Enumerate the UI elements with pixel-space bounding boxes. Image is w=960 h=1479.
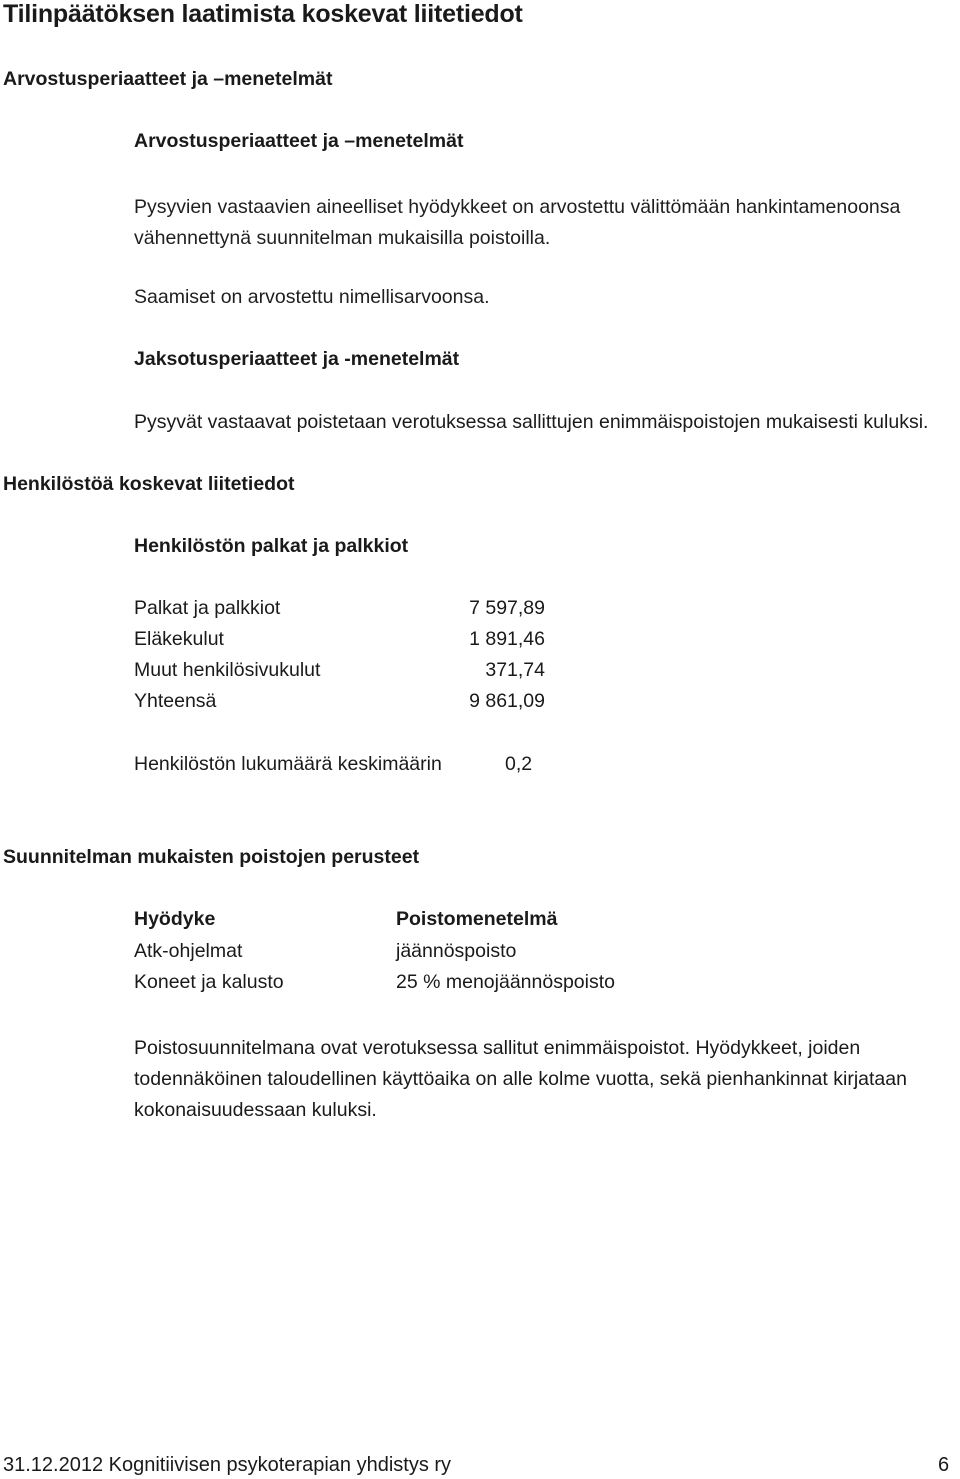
section-heading-valuation: Arvostusperiaatteet ja –menetelmät	[3, 68, 333, 90]
pension-row-label: Eläkekulut	[134, 628, 224, 650]
paragraph-depreciation: Pysyvät vastaavat poistetaan verotuksessa sallittujen enimmäispoistojen mukaisesti kuluksi.	[134, 411, 929, 433]
pension-row-value: 1 891,46	[469, 628, 545, 650]
footer-left: 31.12.2012 Kognitiivisen psykoterapian yhdistys ry	[3, 1454, 452, 1476]
table-header-method: Poistomenetelmä	[396, 908, 558, 930]
subheading-valuation: Arvostusperiaatteet ja –menetelmät	[134, 130, 464, 152]
method-row-machinery: 25 % menojäännöspoisto	[396, 971, 615, 993]
total-row-value: 9 861,09	[469, 690, 545, 712]
asset-row-software: Atk-ohjelmat	[134, 940, 243, 962]
document-title: Tilinpäätöksen laatimista koskevat liitetiedot	[3, 0, 523, 28]
subheading-accruals: Jaksotusperiaatteet ja -menetelmät	[134, 348, 460, 370]
salary-row-label: Palkat ja palkkiot	[134, 597, 281, 619]
section-heading-depreciation-basis: Suunnitelman mukaisten poistojen perusteet	[3, 846, 420, 868]
paragraph-depreciation-plan: Poistosuunnitelmana ovat verotuksessa sallitut enimmäispoistot. Hyödykkeet, joiden todennäköinen taloudellinen käyttöaika on alle kolme vuotta, sekä pienhankinnat kirjataan kokonaisuudessaan kuluksi.	[134, 1037, 907, 1121]
paragraph-receivables: Saamiset on arvostettu nimellisarvoonsa.	[134, 286, 490, 308]
paragraph-fixed-assets: Pysyvien vastaavien aineelliset hyödykkeet on arvostettu välittömään hankintamenoonsa vähennettynä suunnitelman mukaisilla poistoilla.	[134, 196, 901, 249]
method-row-software: jäännöspoisto	[396, 940, 517, 962]
subheading-salaries: Henkilöstön palkat ja palkkiot	[134, 535, 409, 557]
headcount-label: Henkilöstön lukumäärä keskimäärin	[134, 753, 442, 775]
asset-row-machinery: Koneet ja kalusto	[134, 971, 284, 993]
total-row-label: Yhteensä	[134, 690, 217, 712]
table-header-asset: Hyödyke	[134, 908, 216, 930]
other-costs-row-value: 371,74	[485, 659, 545, 681]
section-heading-personnel: Henkilöstöä koskevat liitetiedot	[3, 473, 295, 495]
footer-page-number: 6	[938, 1454, 950, 1476]
salary-row-value: 7 597,89	[469, 597, 545, 619]
headcount-value: 0,2	[505, 753, 533, 775]
other-costs-row-label: Muut henkilösivukulut	[134, 659, 321, 681]
